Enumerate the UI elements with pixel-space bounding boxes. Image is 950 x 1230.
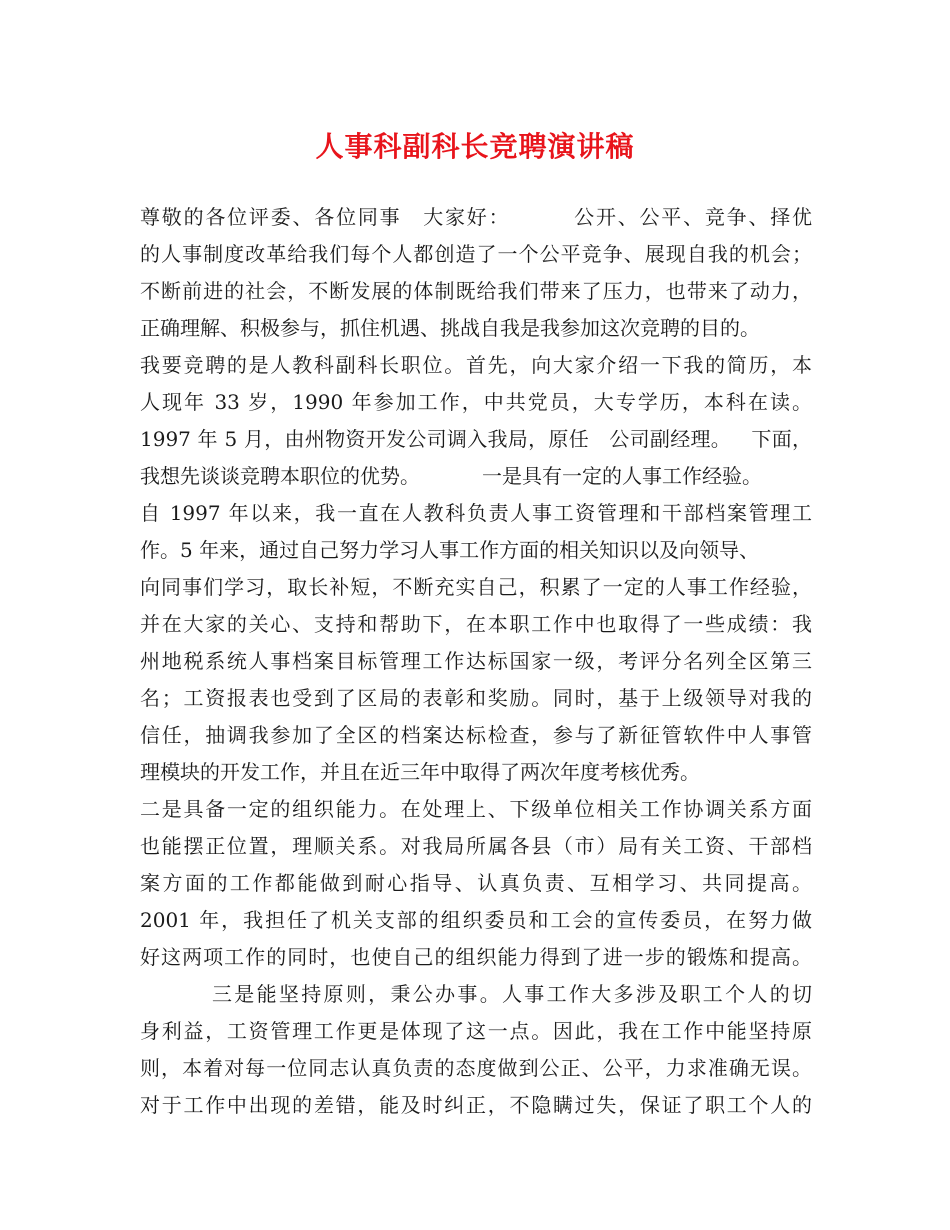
body-line-1 (140, 200, 812, 234)
body-line-7-part-3: 下面， (751, 427, 812, 451)
body-line-18: 也能摆正位置，理顺关系。对我局所属各县（市）局有关工资、干部档 (140, 834, 812, 858)
body-line-13: 州地税系统人事档案目标管理工作达标国家一级，考评分名列全区第三 (140, 649, 812, 673)
body-line-6: 人现年 33 岁，1990 年参加工作，中共党员，大专学历，本科在读。 (140, 390, 812, 414)
body-line-23: 身利益，工资管理工作更是体现了这一点。因此，我在工作中能坚持原 (140, 1019, 812, 1043)
body-line-25: 对于工作中出现的差错，能及时纠正，不隐瞒过失，保证了职工个人的 (140, 1093, 812, 1117)
body-line-8 (140, 459, 812, 493)
body-line-10: 作。5 年来，通过自己努力学习人事工作方面的相关知识以及向领导、 (140, 538, 760, 562)
body-line-21: 好这两项工作的同时，也使自己的组织能力得到了进一步的锻炼和提高。 (140, 945, 812, 969)
body-line-11: 向同事们学习，取长补短，不断充实自己，积累了一定的人事工作经验， (140, 575, 812, 599)
body-line-7-part-2: 公司副经理。 (609, 427, 732, 451)
body-line-8-part-2: 一是具有一定的人事工作经验。 (482, 464, 762, 488)
body-line-20: 2001 年，我担任了机关支部的组织委员和工会的宣传委员，在努力做 (140, 908, 812, 932)
body-line-19: 案方面的工作都能做到耐心指导、认真负责、互相学习、共同提高。 (140, 871, 812, 895)
body-line-3: 不断前进的社会，不断发展的体制既给我们带来了压力，也带来了动力， (140, 279, 812, 303)
body-line-1-part-3: 公开、公平、竞争、择优 (572, 205, 812, 229)
body-line-17: 二是具备一定的组织能力。在处理上、下级单位相关工作协调关系方面 (140, 797, 812, 821)
body-line-1-part-2: 大家好： (421, 205, 511, 229)
body-line-4: 正确理解、积极参与，抓住机遇、挑战自我是我参加这次竞聘的目的。 (140, 316, 760, 340)
body-line-9: 自 1997 年以来，我一直在人教科负责人事工资管理和干部档案管理工 (140, 501, 812, 525)
body-line-1-part-1: 尊敬的各位评委、各位同事 (140, 205, 402, 229)
body-line-8-part-1: 我想先谈谈竞聘本职位的优势。 (140, 464, 420, 488)
body-line-2: 的人事制度改革给我们每个人都创造了一个公平竞争、展现自我的机会； (140, 242, 812, 266)
body-line-7 (140, 422, 812, 456)
body-line-7-part-1: 1997 年 5 月，由州物资开发公司调入我局，原任 (140, 427, 589, 451)
body-line-24: 则，本着对每一位同志认真负责的态度做到公正、公平，力求准确无误。 (140, 1056, 812, 1080)
body-line-16: 理模块的开发工作，并且在近三年中取得了两次年度考核优秀。 (140, 760, 700, 784)
body-line-14: 名；工资报表也受到了区局的表彰和奖励。同时，基于上级领导对我的 (140, 686, 812, 710)
body-line-5: 我要竞聘的是人教科副科长职位。首先，向大家介绍一下我的简历，本 (140, 353, 812, 377)
document-title: 人事科副科长竞聘演讲稿 (315, 130, 635, 163)
body-line-15: 信任，抽调我参加了全区的档案达标检查，参与了新征管软件中人事管 (140, 723, 812, 747)
body-line-12: 并在大家的关心、支持和帮助下，在本职工作中也取得了一些成绩：我 (140, 612, 812, 636)
body-line-22: 三是能坚持原则，秉公办事。人事工作大多涉及职工个人的切 (212, 982, 812, 1006)
